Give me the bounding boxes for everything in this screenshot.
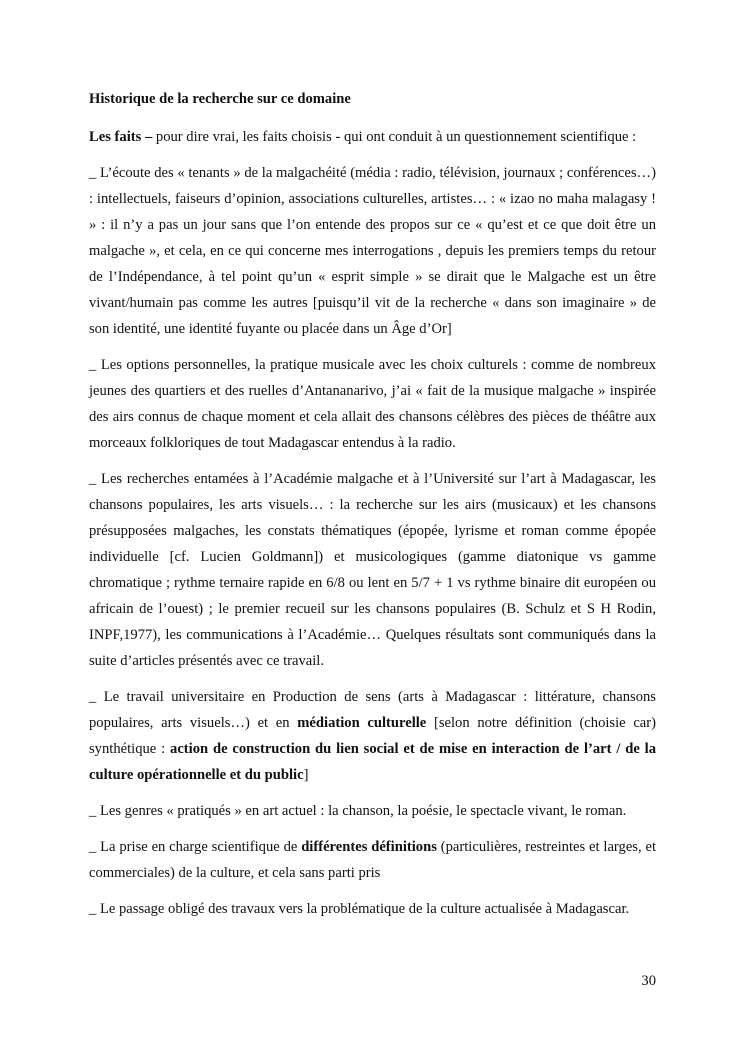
p4-text-c: [selon notre définition (choisie car) synthétique :: [89, 715, 657, 757]
paragraph-recherches: _ Les recherches entamées à l’Académie malgache et à l’Université sur l’art à Madagascar, les chansons populaires, les arts visuels… : la recherche sur les airs (musicaux) et les chansons présupposées malgaches, les constats thématiques (épopée, lyrisme et roman comme épopée individuelle [cf. Lucien Goldmann]) et musicologiques (gamme diatonique vs gamme chromatique ; rythme ternaire rapide en 6/8 ou lent en 5/7 + 1 vs rythme binaire dit européen ou africain de l’ouest) ; le premier recueil sur les chansons populaires (B. Schulz et S H Rodin, INPF,1977), les communications à l’Académie… Quelques résultats sont communiqués dans la suite d’articles présentés avec ce travail.: [89, 471, 656, 669]
paragraph-ecoute: _ L’écoute des « tenants » de la malgachéité (média : radio, télévision, journaux ; conférences…) : intellectuels, faiseurs d’opinion, associations culturelles, artistes… : « izao no maha malagasy ! » : il n’y a pas un jour sans que l’on entende des propos sur ce « qu’est et ce que doit être un malgache », et cela, en ce qui concerne mes interrogations , depuis les premiers temps du retour de l’Indépendance, à tel point qu’un « esprit simple » se dirait que le Malgache est un être vivant/humain pas comme les autres [puisqu’il vit de la recherche « dans son imaginaire » de son identité, une identité fuyante ou placée dans un Âge d’Or]: [89, 165, 656, 337]
paragraph-travail-universitaire: [89, 684, 656, 788]
p4-text-a: _ Le travail universitaire en Production de sens (arts à Madagascar : littérature, chansons populaires, arts visuels…) et en: [89, 689, 656, 731]
page-body: [89, 86, 656, 932]
p6-bold-definitions: différentes définitions: [301, 839, 437, 855]
p6-text-c: (particulières, restreintes et larges, et commerciales) de la culture, et cela sans parti pris: [89, 839, 656, 881]
faits-text: pour dire vrai, les faits choisis - qui ont conduit à un questionnement scientifique :: [152, 129, 637, 145]
paragraph-options: _ Les options personnelles, la pratique musicale avec les choix culturels : comme de nombreux jeunes des quartiers et des ruelles d’Antananarivo, j’ai « fait de la musique malgache » inspirée des airs connus de chaque moment et cela allait des chansons célèbres des pièces de théâtre aux morceaux folkloriques de tout Madagascar entendus à la radio.: [89, 357, 656, 451]
section-heading: Historique de la recherche sur ce domaine: [89, 91, 351, 107]
paragraph-genres: _ Les genres « pratiqués » en art actuel : la chanson, la poésie, le spectacle vivant, le roman.: [89, 803, 627, 819]
paragraph-faits: [89, 124, 656, 150]
paragraph-passage: _ Le passage obligé des travaux vers la problématique de la culture actualisée à Madagascar.: [89, 901, 630, 917]
page-number: 30: [641, 973, 656, 989]
p4-text-e: ]: [303, 767, 309, 783]
paragraph-definitions: [89, 834, 656, 886]
p4-bold-mediation: médiation culturelle: [297, 715, 427, 731]
faits-label: Les faits –: [89, 129, 153, 145]
p6-text-a: _ La prise en charge scientifique de: [89, 839, 302, 855]
p4-bold-definition: action de construction du lien social et de mise en interaction de l’art / de la culture opérationnelle et du public: [89, 741, 656, 783]
